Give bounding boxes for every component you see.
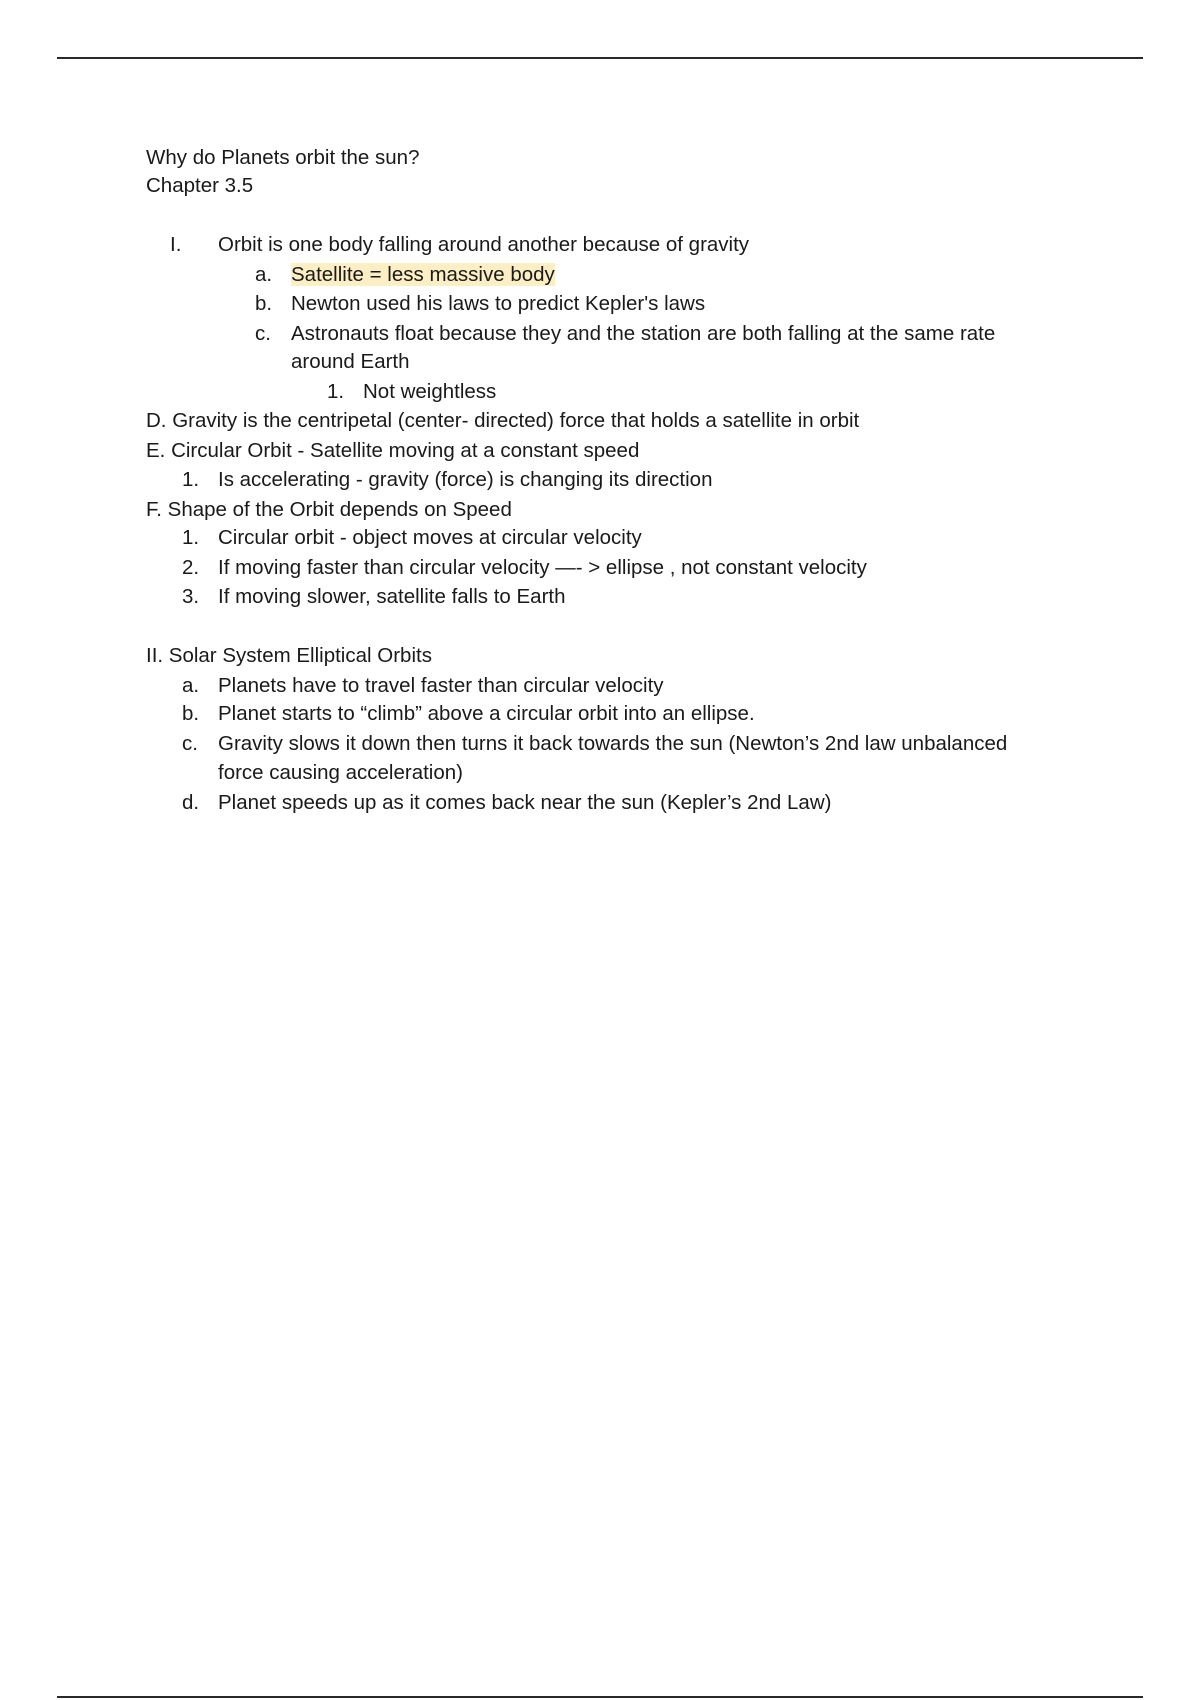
list-item-highlighted (291, 263, 555, 287)
list-item-marker: 2. (182, 556, 200, 579)
highlighted-text: Satellite = less massive body (291, 263, 555, 286)
list-item: Gravity slows it down then turns it back towards the sun (Newton’s 2nd law unbalanced (218, 732, 1008, 755)
list-item: Astronauts float because they and the station are both falling at the same rate (291, 322, 996, 345)
list-item-marker: 3. (182, 585, 200, 608)
section-1-text: Orbit is one body falling around another because of gravity (218, 233, 750, 256)
list-item-marker: 1. (182, 468, 200, 491)
footer-rule (57, 1696, 1143, 1698)
list-item-marker: b. (182, 702, 200, 725)
list-item-marker: a. (255, 263, 273, 286)
list-item-marker: c. (255, 322, 271, 345)
section-2-heading: II. Solar System Elliptical Orbits (146, 644, 432, 667)
section-1-marker: I. (170, 233, 182, 256)
list-item: Is accelerating - gravity (force) is changing its direction (218, 468, 713, 491)
sub-item: Not weightless (363, 380, 497, 403)
sub-item-marker: 1. (327, 380, 345, 403)
list-item-marker: c. (182, 732, 198, 755)
point-d: D. Gravity is the centripetal (center- directed) force that holds a satellite in orbit (146, 409, 860, 432)
list-item-continuation: around Earth (291, 350, 410, 373)
list-item: If moving faster than circular velocity —- > ellipse , not constant velocity (218, 556, 867, 579)
list-item-marker: 1. (182, 526, 200, 549)
list-item: Planet starts to “climb” above a circular orbit into an ellipse. (218, 702, 755, 725)
point-e: E. Circular Orbit - Satellite moving at a constant speed (146, 439, 640, 462)
list-item-continuation: force causing acceleration) (218, 761, 463, 784)
list-item-marker: a. (182, 674, 200, 697)
chapter-label: Chapter 3.5 (146, 174, 254, 197)
list-item-marker: d. (182, 791, 200, 814)
document-title: Why do Planets orbit the sun? (146, 146, 420, 169)
list-item: If moving slower, satellite falls to Earth (218, 585, 566, 608)
list-item: Newton used his laws to predict Kepler's laws (291, 292, 706, 315)
list-item: Planet speeds up as it comes back near the sun (Kepler’s 2nd Law) (218, 791, 832, 814)
point-f: F. Shape of the Orbit depends on Speed (146, 498, 512, 521)
list-item: Planets have to travel faster than circular velocity (218, 674, 664, 697)
list-item: Circular orbit - object moves at circular velocity (218, 526, 642, 549)
list-item-marker: b. (255, 292, 273, 315)
